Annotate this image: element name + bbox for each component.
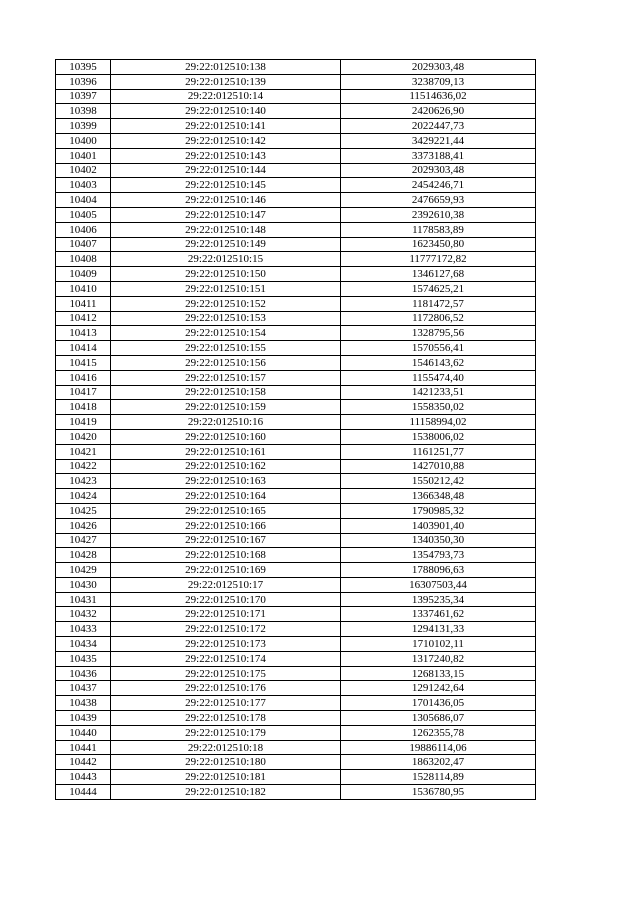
cadastral-number-cell: 29:22:012510:171 (111, 607, 341, 622)
value-cell: 1550212,42 (341, 474, 536, 489)
cadastral-number-cell: 29:22:012510:162 (111, 459, 341, 474)
table-row (56, 385, 536, 400)
table-row (56, 740, 536, 755)
row-number-cell: 10442 (56, 755, 111, 770)
row-number-cell: 10421 (56, 444, 111, 459)
table-row (56, 711, 536, 726)
table-row (56, 178, 536, 193)
value-cell: 1574625,21 (341, 281, 536, 296)
cadastral-number-cell: 29:22:012510:181 (111, 770, 341, 785)
cadastral-number-cell: 29:22:012510:174 (111, 651, 341, 666)
row-number-cell: 10443 (56, 770, 111, 785)
cadastral-number-cell: 29:22:012510:16 (111, 415, 341, 430)
table-row (56, 163, 536, 178)
value-cell: 11514636,02 (341, 89, 536, 104)
row-number-cell: 10428 (56, 548, 111, 563)
row-number-cell: 10413 (56, 326, 111, 341)
table-body (56, 60, 536, 800)
cadastral-number-cell: 29:22:012510:173 (111, 637, 341, 652)
value-cell: 1328795,56 (341, 326, 536, 341)
row-number-cell: 10419 (56, 415, 111, 430)
cadastral-number-cell: 29:22:012510:178 (111, 711, 341, 726)
row-number-cell: 10402 (56, 163, 111, 178)
row-number-cell: 10396 (56, 74, 111, 89)
cadastral-number-cell: 29:22:012510:157 (111, 370, 341, 385)
cadastral-number-cell: 29:22:012510:168 (111, 548, 341, 563)
row-number-cell: 10405 (56, 207, 111, 222)
table-row (56, 637, 536, 652)
row-number-cell: 10401 (56, 148, 111, 163)
row-number-cell: 10403 (56, 178, 111, 193)
row-number-cell: 10430 (56, 577, 111, 592)
table-row (56, 252, 536, 267)
cadastral-number-cell: 29:22:012510:147 (111, 207, 341, 222)
cadastral-number-cell: 29:22:012510:153 (111, 311, 341, 326)
table-row (56, 400, 536, 415)
table-row (56, 60, 536, 75)
cadastral-number-cell: 29:22:012510:155 (111, 341, 341, 356)
cadastral-number-cell: 29:22:012510:151 (111, 281, 341, 296)
cadastral-number-cell: 29:22:012510:140 (111, 104, 341, 119)
value-cell: 1536780,95 (341, 785, 536, 800)
cadastral-number-cell: 29:22:012510:176 (111, 681, 341, 696)
cadastral-number-cell: 29:22:012510:142 (111, 133, 341, 148)
row-number-cell: 10414 (56, 341, 111, 356)
value-cell: 2029303,48 (341, 60, 536, 75)
cadastral-number-cell: 29:22:012510:17 (111, 577, 341, 592)
row-number-cell: 10429 (56, 563, 111, 578)
row-number-cell: 10439 (56, 711, 111, 726)
table-row (56, 518, 536, 533)
table-row (56, 533, 536, 548)
cadastral-value-table (55, 59, 536, 800)
value-cell: 11777172,82 (341, 252, 536, 267)
value-cell: 1262355,78 (341, 725, 536, 740)
cadastral-number-cell: 29:22:012510:15 (111, 252, 341, 267)
table-row (56, 193, 536, 208)
row-number-cell: 10399 (56, 119, 111, 134)
table-row (56, 607, 536, 622)
value-cell: 19886114,06 (341, 740, 536, 755)
cadastral-number-cell: 29:22:012510:156 (111, 355, 341, 370)
cadastral-number-cell: 29:22:012510:160 (111, 429, 341, 444)
cadastral-number-cell: 29:22:012510:159 (111, 400, 341, 415)
cadastral-number-cell: 29:22:012510:146 (111, 193, 341, 208)
row-number-cell: 10417 (56, 385, 111, 400)
cadastral-number-cell: 29:22:012510:144 (111, 163, 341, 178)
table-row (56, 415, 536, 430)
value-cell: 1354793,73 (341, 548, 536, 563)
row-number-cell: 10433 (56, 622, 111, 637)
cadastral-number-cell: 29:22:012510:166 (111, 518, 341, 533)
value-cell: 3373188,41 (341, 148, 536, 163)
row-number-cell: 10395 (56, 60, 111, 75)
table-row (56, 489, 536, 504)
row-number-cell: 10400 (56, 133, 111, 148)
row-number-cell: 10441 (56, 740, 111, 755)
value-cell: 1395235,34 (341, 592, 536, 607)
value-cell: 1623450,80 (341, 237, 536, 252)
row-number-cell: 10416 (56, 370, 111, 385)
cadastral-number-cell: 29:22:012510:141 (111, 119, 341, 134)
row-number-cell: 10406 (56, 222, 111, 237)
cadastral-number-cell: 29:22:012510:167 (111, 533, 341, 548)
table-row (56, 104, 536, 119)
table-row (56, 119, 536, 134)
value-cell: 1528114,89 (341, 770, 536, 785)
table-row (56, 696, 536, 711)
table-row (56, 503, 536, 518)
cadastral-number-cell: 29:22:012510:169 (111, 563, 341, 578)
value-cell: 2029303,48 (341, 163, 536, 178)
row-number-cell: 10398 (56, 104, 111, 119)
row-number-cell: 10407 (56, 237, 111, 252)
value-cell: 1172806,52 (341, 311, 536, 326)
value-cell: 1546143,62 (341, 355, 536, 370)
cadastral-number-cell: 29:22:012510:152 (111, 296, 341, 311)
value-cell: 1337461,62 (341, 607, 536, 622)
table-row (56, 237, 536, 252)
table-row (56, 622, 536, 637)
cadastral-number-cell: 29:22:012510:14 (111, 89, 341, 104)
cadastral-number-cell: 29:22:012510:179 (111, 725, 341, 740)
value-cell: 1268133,15 (341, 666, 536, 681)
value-cell: 3238709,13 (341, 74, 536, 89)
value-cell: 1178583,89 (341, 222, 536, 237)
row-number-cell: 10440 (56, 725, 111, 740)
cadastral-number-cell: 29:22:012510:139 (111, 74, 341, 89)
value-cell: 1305686,07 (341, 711, 536, 726)
value-cell: 1155474,40 (341, 370, 536, 385)
table-row (56, 444, 536, 459)
value-cell: 3429221,44 (341, 133, 536, 148)
cadastral-number-cell: 29:22:012510:154 (111, 326, 341, 341)
row-number-cell: 10427 (56, 533, 111, 548)
value-cell: 1366348,48 (341, 489, 536, 504)
table-row (56, 429, 536, 444)
row-number-cell: 10422 (56, 459, 111, 474)
row-number-cell: 10435 (56, 651, 111, 666)
row-number-cell: 10404 (56, 193, 111, 208)
row-number-cell: 10410 (56, 281, 111, 296)
value-cell: 2476659,93 (341, 193, 536, 208)
cadastral-number-cell: 29:22:012510:165 (111, 503, 341, 518)
table-row (56, 459, 536, 474)
row-number-cell: 10444 (56, 785, 111, 800)
row-number-cell: 10438 (56, 696, 111, 711)
value-cell: 11158994,02 (341, 415, 536, 430)
cadastral-number-cell: 29:22:012510:148 (111, 222, 341, 237)
value-cell: 1701436,05 (341, 696, 536, 711)
row-number-cell: 10408 (56, 252, 111, 267)
table-row (56, 133, 536, 148)
table-row (56, 326, 536, 341)
value-cell: 16307503,44 (341, 577, 536, 592)
cadastral-number-cell: 29:22:012510:177 (111, 696, 341, 711)
cadastral-number-cell: 29:22:012510:164 (111, 489, 341, 504)
table-row (56, 341, 536, 356)
table-row (56, 592, 536, 607)
cadastral-number-cell: 29:22:012510:150 (111, 267, 341, 282)
table-row (56, 548, 536, 563)
cadastral-number-cell: 29:22:012510:182 (111, 785, 341, 800)
table-row (56, 681, 536, 696)
table-row (56, 474, 536, 489)
table-row (56, 651, 536, 666)
cadastral-number-cell: 29:22:012510:163 (111, 474, 341, 489)
table-row (56, 74, 536, 89)
value-cell: 1340350,30 (341, 533, 536, 548)
cadastral-number-cell: 29:22:012510:145 (111, 178, 341, 193)
table-row (56, 577, 536, 592)
value-cell: 1558350,02 (341, 400, 536, 415)
cadastral-number-cell: 29:22:012510:180 (111, 755, 341, 770)
value-cell: 1538006,02 (341, 429, 536, 444)
value-cell: 1317240,82 (341, 651, 536, 666)
value-cell: 2392610,38 (341, 207, 536, 222)
table-row (56, 355, 536, 370)
row-number-cell: 10426 (56, 518, 111, 533)
row-number-cell: 10418 (56, 400, 111, 415)
value-cell: 1161251,77 (341, 444, 536, 459)
value-cell: 1710102,11 (341, 637, 536, 652)
cadastral-number-cell: 29:22:012510:18 (111, 740, 341, 755)
row-number-cell: 10409 (56, 267, 111, 282)
cadastral-number-cell: 29:22:012510:143 (111, 148, 341, 163)
value-cell: 1181472,57 (341, 296, 536, 311)
table-row (56, 725, 536, 740)
table-row (56, 666, 536, 681)
row-number-cell: 10415 (56, 355, 111, 370)
cadastral-number-cell: 29:22:012510:170 (111, 592, 341, 607)
table-row (56, 222, 536, 237)
row-number-cell: 10434 (56, 637, 111, 652)
cadastral-number-cell: 29:22:012510:149 (111, 237, 341, 252)
cadastral-number-cell: 29:22:012510:158 (111, 385, 341, 400)
value-cell: 1294131,33 (341, 622, 536, 637)
cadastral-number-cell: 29:22:012510:161 (111, 444, 341, 459)
table-row (56, 770, 536, 785)
value-cell: 2022447,73 (341, 119, 536, 134)
table-row (56, 563, 536, 578)
table-row (56, 148, 536, 163)
table-row (56, 207, 536, 222)
row-number-cell: 10432 (56, 607, 111, 622)
value-cell: 1427010,88 (341, 459, 536, 474)
cadastral-number-cell: 29:22:012510:172 (111, 622, 341, 637)
row-number-cell: 10411 (56, 296, 111, 311)
value-cell: 1863202,47 (341, 755, 536, 770)
table-row (56, 267, 536, 282)
value-cell: 1421233,51 (341, 385, 536, 400)
value-cell: 1788096,63 (341, 563, 536, 578)
value-cell: 1291242,64 (341, 681, 536, 696)
row-number-cell: 10425 (56, 503, 111, 518)
cadastral-number-cell: 29:22:012510:138 (111, 60, 341, 75)
table-row (56, 311, 536, 326)
table-row (56, 89, 536, 104)
row-number-cell: 10423 (56, 474, 111, 489)
value-cell: 1570556,41 (341, 341, 536, 356)
row-number-cell: 10420 (56, 429, 111, 444)
table-row (56, 785, 536, 800)
cadastral-number-cell: 29:22:012510:175 (111, 666, 341, 681)
table-row (56, 281, 536, 296)
row-number-cell: 10424 (56, 489, 111, 504)
table-row (56, 296, 536, 311)
value-cell: 2420626,90 (341, 104, 536, 119)
table-row (56, 755, 536, 770)
table-row (56, 370, 536, 385)
row-number-cell: 10431 (56, 592, 111, 607)
value-cell: 1346127,68 (341, 267, 536, 282)
row-number-cell: 10437 (56, 681, 111, 696)
row-number-cell: 10412 (56, 311, 111, 326)
value-cell: 1790985,32 (341, 503, 536, 518)
value-cell: 1403901,40 (341, 518, 536, 533)
value-cell: 2454246,71 (341, 178, 536, 193)
row-number-cell: 10397 (56, 89, 111, 104)
row-number-cell: 10436 (56, 666, 111, 681)
